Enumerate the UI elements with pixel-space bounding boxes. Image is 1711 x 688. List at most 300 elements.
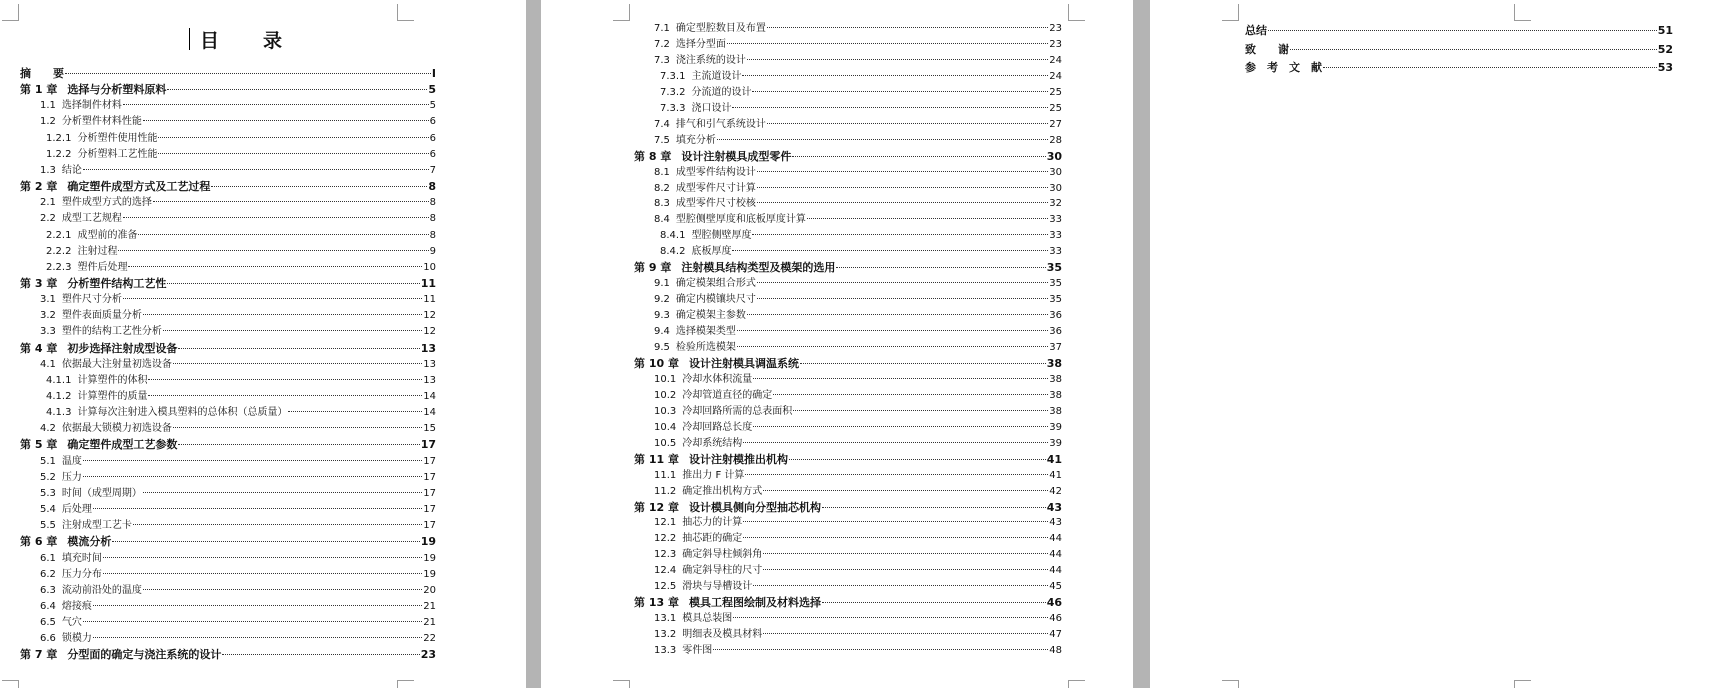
toc-chapter-entry[interactable] (1245, 62, 1673, 74)
toc-dot-leader (763, 569, 1048, 570)
toc-entry-page-number: 46 (1049, 613, 1062, 625)
toc-entry-number: 8.4.2 (660, 246, 686, 258)
toc-section-entry[interactable] (20, 149, 436, 161)
toc-entry-page-number: 51 (1657, 24, 1673, 37)
toc-entry-page-number: 19 (423, 568, 436, 580)
toc-chapter-entry[interactable] (20, 343, 436, 355)
toc-entry-number: 12.5 (654, 581, 677, 593)
toc-entry-title: 抽芯力的计算 (682, 517, 743, 529)
toc-chapter-entry[interactable] (20, 68, 436, 80)
toc-dot-leader (752, 234, 1048, 235)
toc-entry-number: 7.5 (654, 134, 670, 146)
toc-chapter-entry[interactable] (20, 649, 436, 661)
toc-section-entry[interactable] (634, 486, 1062, 498)
toc-title: 目 录 (199, 30, 284, 52)
toc-dot-leader (800, 363, 1046, 364)
toc-entry-title: 型腔侧壁厚度 (691, 230, 752, 242)
toc-dot-leader (163, 330, 422, 331)
toc-section-entry[interactable] (634, 198, 1062, 210)
toc-section-entry[interactable] (20, 585, 436, 597)
toc-section-entry[interactable] (20, 520, 436, 532)
toc-section-entry[interactable] (20, 617, 436, 629)
toc-entry-number: 6.1 (40, 552, 56, 564)
toc-entry-page-number: 14 (423, 391, 436, 402)
toc-chapter-entry[interactable] (20, 278, 436, 290)
toc-dot-leader (93, 605, 422, 606)
toc-entry-page-number: 41 (1049, 469, 1062, 481)
toc-dot-leader (153, 201, 429, 202)
toc-entry-page-number: 25 (1049, 102, 1062, 114)
toc-entry-number: 10.4 (654, 421, 677, 433)
toc-section-entry[interactable] (20, 100, 436, 112)
toc-entry-page-number: 13 (420, 341, 436, 355)
toc-dot-leader (222, 654, 419, 655)
toc-section-entry[interactable] (634, 230, 1062, 242)
toc-section-entry[interactable] (634, 438, 1062, 450)
toc-entry-page-number: 33 (1049, 246, 1062, 258)
toc-entry-number: 2.2.2 (46, 245, 72, 257)
toc-entry-page-number: 35 (1046, 261, 1062, 275)
toc-entry-title: 后处理 (61, 504, 92, 516)
toc-entry-number: 9.1 (654, 278, 670, 290)
toc-entry-number: 4.1.1 (46, 374, 72, 386)
toc-entry-number: 12.4 (654, 565, 677, 577)
toc-dot-leader (836, 267, 1045, 268)
toc-entry-page-number: 23 (1049, 23, 1062, 34)
toc-chapter-entry[interactable] (634, 502, 1062, 514)
toc-entry-number: 6.6 (40, 633, 56, 645)
toc-chapter-entry[interactable] (1245, 25, 1673, 37)
toc-entry-page-number: 5 (428, 83, 436, 97)
toc-dot-leader (1323, 67, 1657, 68)
toc-section-entry[interactable] (634, 246, 1062, 258)
toc-entry-page-number: 13 (423, 374, 436, 386)
toc-section-entry[interactable] (20, 116, 436, 128)
toc-section-entry[interactable] (634, 581, 1062, 593)
toc-entry-title: 滑块与导槽设计 (682, 581, 753, 593)
toc-entry-number: 2.2 (40, 213, 56, 225)
toc-entry-number: 10.2 (654, 389, 677, 401)
toc-entry-page-number: 38 (1049, 405, 1062, 417)
toc-entry-number: 7.3.3 (660, 102, 686, 114)
toc-chapter-entry[interactable] (634, 358, 1062, 370)
toc-section-entry[interactable] (20, 553, 436, 565)
toc-entry-page-number: 39 (1049, 437, 1062, 449)
toc-entry-page-number: 39 (1049, 421, 1062, 433)
toc-section-entry[interactable] (20, 456, 436, 468)
toc-section-entry[interactable] (634, 470, 1062, 482)
toc-entry-title: 分流道的设计 (691, 86, 752, 98)
toc-entry-number: 7.3.2 (660, 86, 686, 98)
toc-entry-title: 模具总装图 (682, 613, 733, 625)
toc-entry-number: 6.4 (40, 600, 56, 612)
toc-chapter-entry[interactable] (20, 84, 436, 96)
toc-entry-page-number: 12 (423, 310, 436, 322)
toc-entry-title: 确定模架组合形式 (675, 278, 756, 290)
toc-entry-number: 6.5 (40, 617, 56, 629)
toc-entry-number: 13.1 (654, 613, 677, 625)
page-corner-mark (1514, 680, 1531, 688)
toc-entry-page-number: 43 (1046, 500, 1062, 514)
toc-entry-page-number: 25 (1049, 86, 1062, 98)
toc-chapter-entry[interactable] (20, 536, 436, 548)
toc-section-entry[interactable] (634, 374, 1062, 386)
toc-section-entry[interactable] (634, 326, 1062, 338)
toc-entry-title: 设计注射模具调温系统 (688, 356, 799, 370)
toc-dot-leader (167, 283, 419, 284)
toc-entry-title: 底板厚度 (691, 246, 732, 258)
toc-dot-leader (793, 410, 1048, 411)
toc-entry-number: 第 9 章 (634, 261, 672, 275)
toc-entry-number: 第 5 章 (20, 438, 58, 452)
toc-entry-title: 模流分析 (67, 535, 112, 549)
toc-entry-number: 10.5 (654, 437, 677, 449)
toc-chapter-entry[interactable] (634, 454, 1062, 466)
toc-entry-title: 模具工程图绘制及材料选择 (688, 596, 821, 610)
toc-entry-number: 第 8 章 (634, 149, 672, 163)
toc-section-entry[interactable] (20, 375, 436, 387)
toc-section-entry[interactable] (634, 23, 1062, 35)
toc-entry-page-number: 24 (1049, 70, 1062, 82)
toc-entry-page-number: 32 (1049, 198, 1062, 210)
toc-section-entry[interactable] (20, 407, 436, 419)
toc-entry-title: 分析塑料工艺性能 (77, 148, 158, 160)
toc-dot-leader (103, 573, 422, 574)
toc-entry-title: 确定型腔数目及布置 (675, 23, 766, 34)
toc-section-entry[interactable] (20, 294, 436, 306)
toc-entry-title: 检验所选模架 (675, 342, 736, 353)
toc-section-entry[interactable] (634, 629, 1062, 641)
toc-entry-number: 摘 要 (20, 67, 64, 80)
toc-dot-leader (757, 298, 1048, 299)
text-cursor (189, 28, 190, 50)
toc-entry-number: 1.3 (40, 164, 56, 176)
toc-entry-number: 9.5 (654, 342, 670, 353)
toc-entry-page-number: 37 (1049, 342, 1062, 353)
toc-section-entry[interactable] (634, 390, 1062, 402)
toc-entry-title: 注射过程 (77, 245, 118, 257)
toc-entry-title: 计算每次注射进入模具塑料的总体积（总质量） (77, 407, 288, 419)
toc-entry-page-number: 52 (1657, 42, 1673, 56)
toc-entry-title: 型腔侧壁厚度和底板厚度计算 (675, 214, 806, 226)
toc-dot-leader (767, 123, 1048, 124)
toc-entry-page-number: 48 (1049, 645, 1062, 657)
page-corner-mark (613, 680, 630, 688)
toc-section-entry[interactable] (20, 423, 436, 435)
toc-section-entry[interactable] (20, 246, 436, 258)
toc-entry-number: 第 3 章 (20, 276, 58, 290)
toc-entry-page-number: 22 (423, 633, 436, 645)
toc-entry-page-number: 38 (1049, 373, 1062, 385)
toc-entry-page-number: 53 (1657, 61, 1673, 74)
toc-entry-page-number: 28 (1049, 134, 1062, 146)
toc-entry-page-number: 17 (423, 471, 436, 483)
toc-entry-page-number: 30 (1049, 182, 1062, 194)
toc-entry-number: 致 谢 (1245, 42, 1289, 56)
toc-dot-leader (717, 139, 1048, 140)
toc-chapter-entry[interactable] (1245, 44, 1673, 56)
toc-entry-title: 冷却水体积流量 (682, 373, 753, 385)
toc-dot-leader (792, 156, 1045, 157)
toc-chapter-entry[interactable] (634, 151, 1062, 163)
toc-entry-number: 8.3 (654, 198, 670, 210)
toc-entry-title: 抽芯距的确定 (682, 533, 743, 545)
toc-entry-number: 5.5 (40, 520, 56, 532)
toc-section-entry[interactable] (20, 213, 436, 225)
toc-dot-leader (747, 314, 1048, 315)
toc-dot-leader (128, 266, 422, 267)
toc-entry-page-number: 21 (423, 600, 436, 612)
toc-entry-number: 7.1 (654, 23, 670, 34)
toc-section-entry[interactable] (634, 55, 1062, 67)
toc-dot-leader (737, 346, 1048, 347)
toc-entry-number: 7.3 (654, 54, 670, 66)
toc-chapter-entry[interactable] (20, 439, 436, 451)
toc-dot-leader (143, 492, 422, 493)
toc-section-entry[interactable] (634, 71, 1062, 83)
toc-dot-leader (737, 330, 1048, 331)
toc-dot-leader (753, 378, 1048, 379)
toc-entry-number: 第 4 章 (20, 341, 58, 355)
toc-section-entry[interactable] (634, 533, 1062, 545)
toc-entry-number: 第 6 章 (20, 535, 58, 549)
toc-section-entry[interactable] (634, 87, 1062, 99)
toc-section-entry[interactable] (20, 262, 436, 274)
toc-entry-page-number: 47 (1049, 629, 1062, 641)
toc-section-entry[interactable] (20, 569, 436, 581)
toc-section-entry[interactable] (634, 565, 1062, 577)
toc-entry-page-number: 45 (1049, 581, 1062, 593)
toc-section-entry[interactable] (634, 103, 1062, 115)
toc-section-entry[interactable] (634, 517, 1062, 529)
toc-dot-leader (743, 521, 1048, 522)
toc-dot-leader (732, 107, 1048, 108)
toc-entry-page-number: 42 (1049, 485, 1062, 497)
toc-entry-page-number: 8 (428, 180, 436, 194)
toc-entry-page-number: 20 (423, 584, 436, 596)
toc-section-entry[interactable] (634, 342, 1062, 354)
toc-dot-leader (138, 234, 428, 235)
toc-entry-number: 9.3 (654, 310, 670, 322)
toc-entry-title: 压力分布 (61, 568, 102, 580)
toc-entry-title: 塑件尺寸分析 (61, 294, 122, 306)
toc-dot-leader (757, 282, 1048, 283)
page-corner-mark (1068, 4, 1085, 21)
toc-section-entry[interactable] (20, 504, 436, 516)
toc-entry-title: 确定模架主参数 (675, 310, 746, 322)
toc-entry-page-number: 43 (1049, 517, 1062, 529)
toc-entry-number: 第 11 章 (634, 452, 679, 466)
toc-dot-leader (822, 507, 1046, 508)
toc-entry-number: 5.4 (40, 504, 56, 516)
toc-entry-page-number: 30 (1046, 149, 1062, 163)
toc-dot-leader (148, 395, 422, 396)
toc-entry-page-number: 17 (423, 455, 436, 467)
toc-section-entry[interactable] (20, 165, 436, 177)
toc-entry-page-number: 8 (429, 213, 436, 225)
toc-entry-title: 主流道设计 (691, 70, 742, 82)
toc-dot-leader (743, 442, 1048, 443)
toc-entry-number: 9.4 (654, 326, 670, 338)
page-corner-mark (613, 4, 630, 21)
toc-entry-page-number: 6 (429, 148, 436, 160)
toc-dot-leader (743, 537, 1048, 538)
toc-entry-title: 压力 (61, 471, 82, 483)
toc-section-entry[interactable] (634, 549, 1062, 561)
toc-section-entry[interactable] (20, 488, 436, 500)
toc-entry-title: 推出力 F 计算 (682, 469, 745, 481)
toc-dot-leader (757, 187, 1048, 188)
toc-entry-title: 冷却管道直径的确定 (682, 389, 773, 401)
toc-entry-number: 12.1 (654, 517, 677, 529)
toc-dot-leader (65, 73, 431, 74)
toc-entry-title: 分型面的确定与浇注系统的设计 (67, 648, 222, 662)
toc-entry-number: 7.2 (654, 38, 670, 50)
toc-section-entry[interactable] (634, 406, 1062, 418)
toc-entry-number: 10.3 (654, 405, 677, 417)
toc-entry-page-number: 46 (1046, 596, 1062, 610)
toc-section-entry[interactable] (634, 645, 1062, 657)
toc-dot-leader (158, 137, 428, 138)
toc-entry-title: 选择分型面 (675, 38, 726, 50)
page-corner-mark (2, 4, 19, 21)
toc-section-entry[interactable] (20, 197, 436, 209)
toc-dot-leader (753, 585, 1048, 586)
toc-dot-leader (83, 460, 422, 461)
toc-dot-leader (118, 250, 428, 251)
toc-entry-title: 排气和引气系统设计 (675, 118, 766, 130)
toc-entry-number: 8.1 (654, 166, 670, 178)
toc-section-entry[interactable] (634, 167, 1062, 179)
toc-entry-title: 填充分析 (675, 134, 716, 146)
toc-dot-leader (1268, 30, 1657, 31)
toc-entry-title: 分析塑件材料性能 (61, 116, 142, 128)
toc-entry-page-number: 30 (1049, 166, 1062, 178)
toc-entry-title: 熔接痕 (61, 600, 92, 612)
toc-section-entry[interactable] (634, 119, 1062, 131)
toc-entry-number: 4.2 (40, 423, 56, 435)
toc-dot-leader (93, 508, 422, 509)
toc-entry-number: 11.2 (654, 485, 677, 497)
toc-section-entry[interactable] (634, 278, 1062, 290)
toc-dot-leader (123, 217, 429, 218)
toc-entry-number: 5.2 (40, 471, 56, 483)
toc-entry-number: 10.1 (654, 373, 677, 385)
toc-page-3 (1150, 0, 1711, 688)
toc-chapter-entry[interactable] (634, 597, 1062, 609)
toc-entry-title: 气穴 (61, 617, 82, 629)
toc-entry-number: 5.3 (40, 487, 56, 499)
toc-entry-title: 确定塑件成型工艺参数 (67, 438, 178, 452)
page-corner-mark (1222, 4, 1239, 21)
toc-entry-title: 流动前沿处的温度 (61, 584, 142, 596)
toc-dot-leader (143, 120, 429, 121)
toc-section-entry[interactable] (20, 359, 436, 371)
toc-section-entry[interactable] (20, 601, 436, 613)
toc-entry-number: 1.2.1 (46, 132, 72, 144)
toc-entry-title: 分析塑件结构工艺性 (67, 276, 167, 290)
toc-entry-number: 11.1 (654, 469, 677, 481)
toc-entry-title: 锁模力 (61, 633, 92, 645)
toc-entry-page-number: 17 (423, 520, 436, 532)
toc-entry-page-number: 9 (429, 245, 436, 257)
toc-dot-leader (148, 379, 422, 380)
toc-entry-page-number: 24 (1049, 54, 1062, 66)
toc-dot-leader (143, 589, 422, 590)
toc-section-entry[interactable] (634, 135, 1062, 147)
toc-chapter-entry[interactable] (20, 181, 436, 193)
toc-entry-title: 计算塑件的质量 (77, 391, 148, 402)
toc-section-entry[interactable] (634, 294, 1062, 306)
toc-dot-leader (288, 411, 422, 412)
toc-entry-title: 零件图 (682, 645, 713, 657)
toc-entry-number: 1.2.2 (46, 148, 72, 160)
toc-dot-leader (167, 89, 427, 90)
toc-entry-title: 冷却系统结构 (682, 437, 743, 449)
toc-section-entry[interactable] (20, 230, 436, 242)
toc-dot-leader (158, 153, 428, 154)
toc-entry-title: 成型零件尺寸计算 (675, 182, 756, 194)
toc-dot-leader (123, 298, 422, 299)
toc-entry-number: 1.1 (40, 100, 56, 112)
toc-dot-leader (767, 27, 1048, 28)
toc-entry-number: 第 2 章 (20, 180, 58, 194)
toc-entry-number: 4.1.3 (46, 407, 72, 419)
toc-entry-title: 浇口设计 (691, 102, 732, 114)
toc-entry-page-number: 23 (420, 648, 436, 662)
toc-section-entry[interactable] (20, 133, 436, 145)
toc-section-entry[interactable] (20, 633, 436, 645)
toc-section-entry[interactable] (20, 326, 436, 338)
toc-entry-number: 5.1 (40, 455, 56, 467)
toc-entry-title: 确定斜导柱的尺寸 (682, 565, 763, 577)
toc-page-1 (0, 0, 526, 688)
toc-chapter-entry[interactable] (634, 262, 1062, 274)
toc-entry-number: 12.2 (654, 533, 677, 545)
toc-entry-number: 第 7 章 (20, 648, 58, 662)
toc-entry-number: 7.3.1 (660, 70, 686, 82)
toc-section-entry[interactable] (20, 310, 436, 322)
toc-section-entry[interactable] (20, 472, 436, 484)
toc-dot-leader (773, 394, 1048, 395)
toc-dot-leader (732, 250, 1048, 251)
toc-entry-page-number: 17 (420, 438, 436, 452)
toc-dot-leader (178, 348, 419, 349)
toc-entry-page-number: I (431, 67, 436, 80)
toc-section-entry[interactable] (634, 214, 1062, 226)
toc-dot-leader (713, 649, 1048, 650)
toc-section-entry[interactable] (20, 391, 436, 403)
toc-entry-number: 第 12 章 (634, 500, 679, 514)
toc-dot-leader (763, 633, 1048, 634)
toc-entry-page-number: 38 (1046, 356, 1062, 370)
toc-section-entry[interactable] (634, 422, 1062, 434)
toc-section-entry[interactable] (634, 183, 1062, 195)
toc-section-entry[interactable] (634, 39, 1062, 51)
toc-entry-page-number: 27 (1049, 118, 1062, 130)
toc-entry-page-number: 21 (423, 617, 436, 629)
toc-entry-title: 设计注射模推出机构 (688, 452, 788, 466)
toc-entry-page-number: 6 (429, 116, 436, 128)
toc-entry-title: 成型工艺规程 (61, 213, 122, 225)
toc-section-entry[interactable] (634, 613, 1062, 625)
toc-entry-title: 确定塑件成型方式及工艺过程 (67, 180, 211, 194)
toc-entry-page-number: 6 (429, 132, 436, 144)
toc-entry-title: 选择制件材料 (61, 100, 122, 112)
toc-section-entry[interactable] (634, 310, 1062, 322)
toc-entry-number: 参 考 文 献 (1245, 61, 1322, 74)
toc-dot-leader (753, 426, 1048, 427)
